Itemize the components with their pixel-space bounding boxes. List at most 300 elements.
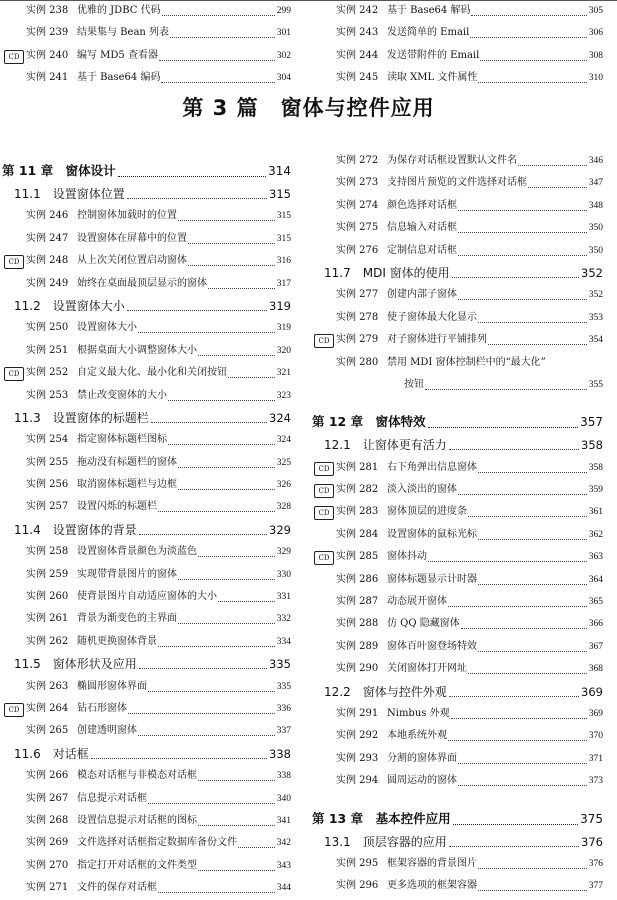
- page-number: 324: [276, 435, 291, 446]
- example-number: 实例 246: [26, 210, 69, 222]
- example-number: 实例 261: [26, 613, 69, 625]
- cd-disc-icon: CD: [314, 334, 334, 348]
- toc-top-left: [0, 0, 305, 90]
- page-number: 321: [276, 368, 291, 379]
- cd-disc-icon: CD: [4, 367, 24, 381]
- example-title: 窗体抖动: [387, 551, 427, 563]
- dot-leader: [478, 890, 587, 891]
- toc-entry: [0, 698, 305, 720]
- page-number: 328: [276, 502, 291, 513]
- toc-entry: [0, 765, 305, 787]
- dot-leader: [478, 651, 587, 652]
- page-number: 329: [269, 522, 291, 537]
- example-number: 实例 272: [336, 155, 379, 166]
- example-number: 实例 264: [26, 702, 69, 714]
- page-number: 302: [276, 50, 291, 61]
- dot-leader: [228, 377, 275, 378]
- dot-leader: [458, 494, 587, 495]
- dot-leader: [198, 355, 275, 356]
- toc-entry: [310, 569, 617, 591]
- dot-leader: [468, 516, 587, 517]
- example-number: 实例 281: [336, 461, 379, 473]
- page-number: 352: [581, 265, 603, 280]
- toc-entry: [310, 284, 617, 306]
- page-number: 299: [276, 6, 291, 16]
- dot-leader: [178, 467, 275, 468]
- toc-entry: [310, 457, 617, 479]
- toc-entry: [0, 429, 305, 451]
- page-number: 365: [588, 597, 603, 608]
- example-title: 文件选择对话框指定数据库备份文件: [77, 837, 237, 849]
- dot-leader: [161, 82, 274, 83]
- chapter-heading: [310, 410, 617, 434]
- example-title: 设置窗体大小: [77, 322, 137, 334]
- example-number: 实例 249: [26, 277, 69, 289]
- example-number: 实例 284: [336, 528, 379, 540]
- dot-leader: [208, 288, 275, 289]
- spacer: [310, 396, 617, 410]
- page-number: 316: [276, 256, 291, 267]
- dot-leader: [198, 825, 275, 826]
- page-number: 350: [588, 223, 603, 234]
- page-number: 375: [580, 811, 603, 826]
- toc-entry: [0, 228, 305, 250]
- example-number: 实例 242: [336, 5, 379, 16]
- toc-entry: [310, 307, 617, 329]
- toc-entry: [0, 541, 305, 563]
- dot-leader: [478, 868, 587, 869]
- chapter-heading: [310, 807, 617, 831]
- dot-leader: [148, 691, 275, 692]
- dot-leader: [480, 60, 586, 61]
- example-title: 禁止改变窗体的大小: [77, 389, 167, 401]
- toc-top-right: [310, 0, 617, 90]
- example-title: Nimbus 外观: [387, 707, 450, 719]
- section-heading: [0, 407, 305, 429]
- page-number: 314: [268, 164, 291, 178]
- example-title: 窗体顶层的进度条: [387, 506, 467, 518]
- page-number: 344: [276, 883, 291, 894]
- example-title: 创建透明窗体: [77, 725, 137, 737]
- example-title: 根据桌面大小调整窗体大小: [77, 344, 197, 356]
- example-number: 实例 262: [26, 635, 69, 647]
- example-title: 设置闪烁的标题栏: [77, 501, 157, 513]
- page-number: 346: [588, 156, 603, 166]
- example-title: 信息输入对话框: [387, 222, 457, 234]
- example-number: 实例 266: [26, 770, 69, 782]
- page-number: 371: [588, 753, 603, 764]
- toc-entry: [310, 479, 617, 501]
- example-number: 实例 287: [336, 596, 379, 608]
- example-title: 定制信息对话框: [387, 244, 457, 256]
- example-number: 实例 292: [336, 730, 379, 742]
- toc-entry: [310, 636, 617, 658]
- example-title: 取消窗体标题栏与边框: [77, 479, 177, 491]
- dot-leader: [468, 673, 587, 674]
- example-title: 更多选项的框架容器: [387, 880, 477, 892]
- example-number: 实例 294: [336, 775, 379, 787]
- example-title: 自定义最大化、最小化和关闭按钮: [77, 367, 227, 379]
- toc-entry: [0, 810, 305, 832]
- example-title: 拖动没有标题栏的窗体: [77, 456, 177, 468]
- page-number: 359: [588, 485, 603, 496]
- page-number: 315: [269, 187, 291, 201]
- section-title: 11.4 设置窗体的背景: [14, 522, 137, 537]
- page-number: 368: [588, 664, 603, 675]
- section-title: 11.7 MDI 窗体的使用: [324, 265, 450, 280]
- example-title: 随机更换窗体背景: [77, 635, 157, 647]
- example-number: 实例 270: [26, 859, 69, 871]
- dot-leader: [488, 344, 587, 345]
- dot-leader: [128, 713, 275, 714]
- dot-leader: [218, 601, 275, 602]
- chapter-title: 第 11 章 窗体设计: [2, 163, 116, 178]
- page-number: 369: [588, 708, 603, 719]
- example-number: 实例 250: [26, 322, 69, 334]
- page-number: 334: [276, 636, 291, 647]
- example-number: 实例 243: [336, 27, 379, 39]
- toc-entry: [0, 452, 305, 474]
- dot-leader: [428, 427, 578, 428]
- section-heading: [310, 831, 617, 853]
- dot-leader: [478, 539, 587, 540]
- example-number: 实例 273: [336, 177, 379, 189]
- toc-entry: [0, 586, 305, 608]
- dot-leader: [178, 489, 275, 490]
- example-title: 窗体百叶窗登场特效: [387, 640, 477, 652]
- example-number: 实例 279: [336, 334, 379, 346]
- cd-disc-icon: CD: [4, 255, 24, 269]
- example-number: 实例 282: [336, 484, 379, 496]
- example-title: 指定窗体标题栏图标: [77, 434, 167, 446]
- page-number: 341: [276, 815, 291, 826]
- example-title: 为保存对话框设置默认文件名: [387, 155, 517, 166]
- page-number: 332: [276, 614, 291, 625]
- section-heading: [310, 262, 617, 284]
- dot-leader: [159, 60, 275, 61]
- example-number: 实例 245: [336, 72, 379, 84]
- dot-leader: [458, 255, 587, 256]
- dot-leader: [458, 232, 587, 233]
- page-number: 370: [588, 731, 603, 742]
- example-title: 使背景图片自动适应窗体的大小: [77, 591, 217, 603]
- page-number: 347: [588, 178, 603, 189]
- toc-entry: [0, 676, 305, 698]
- page-number: 362: [588, 529, 603, 540]
- dot-leader: [91, 758, 267, 759]
- page-number: 323: [276, 390, 291, 401]
- page-number: 354: [588, 335, 603, 346]
- dot-leader: [162, 15, 275, 16]
- example-title: 仿 QQ 隐藏窗体: [387, 618, 460, 630]
- toc-entry: [310, 703, 617, 725]
- dot-leader: [158, 646, 275, 647]
- toc-entry: [310, 329, 617, 351]
- toc-entry: [0, 496, 305, 518]
- page-number: 373: [588, 776, 603, 787]
- section-heading: [310, 434, 617, 456]
- example-number: 实例 241: [26, 72, 69, 84]
- section-heading: [0, 183, 305, 205]
- dot-leader: [448, 740, 587, 741]
- example-number: 实例 275: [336, 222, 379, 234]
- toc-entry: [310, 240, 617, 262]
- toc-entry: [0, 67, 305, 89]
- toc-entry: [0, 855, 305, 877]
- toc-entry: [310, 195, 617, 217]
- toc-entry: [310, 172, 617, 194]
- section-title: 11.2 设置窗体大小: [14, 298, 125, 313]
- example-number: 实例 252: [26, 367, 69, 379]
- dot-leader: [478, 82, 586, 83]
- example-number: 实例 280: [336, 356, 379, 368]
- toc-entry: [0, 474, 305, 496]
- toc-entry: [310, 374, 617, 396]
- toc-entry: [0, 340, 305, 362]
- page-number: 343: [276, 860, 291, 871]
- dot-leader: [188, 243, 275, 244]
- toc-entry: [310, 45, 617, 67]
- example-title: 读取 XML 文件属性: [387, 72, 478, 84]
- example-number: 实例 291: [336, 707, 379, 719]
- dot-leader: [198, 870, 275, 871]
- toc-entry: [310, 150, 617, 172]
- example-title: 结果集与 Bean 列表: [77, 27, 170, 39]
- page-number: 366: [588, 619, 603, 630]
- toc-entry: [0, 564, 305, 586]
- example-title: 编写 MD5 查看器: [77, 49, 158, 61]
- page-number: 326: [276, 480, 291, 491]
- dot-leader: [471, 15, 586, 16]
- toc-entry: [0, 877, 305, 899]
- example-title: 淡入淡出的窗体: [387, 484, 457, 496]
- section-heading: [0, 743, 305, 765]
- example-number: 实例 276: [336, 244, 379, 256]
- example-number: 实例 278: [336, 311, 379, 323]
- page-number: 363: [588, 552, 603, 563]
- cd-disc-icon: CD: [4, 50, 24, 64]
- dot-leader: [458, 210, 587, 211]
- example-title: 始终在桌面最顶层显示的窗体: [77, 277, 207, 289]
- toc-entry: [310, 725, 617, 747]
- dot-leader: [151, 422, 267, 423]
- example-title: 钻石形窗体: [77, 702, 127, 714]
- example-number: 实例 259: [26, 568, 69, 580]
- example-number: 实例 265: [26, 725, 69, 737]
- page-number: 335: [276, 681, 291, 692]
- chapter-heading: [0, 159, 305, 183]
- dot-leader: [478, 322, 587, 323]
- page-number: 355: [588, 379, 603, 390]
- example-title: 禁用 MDI 窗体控制栏中的“最大化”: [387, 356, 546, 368]
- toc-entry: [0, 385, 305, 407]
- example-number: 实例 260: [26, 591, 69, 603]
- example-title: 模态对话框与非模态对话框: [77, 770, 197, 782]
- page-number: 361: [588, 507, 603, 518]
- example-number: 实例 255: [26, 456, 69, 468]
- dot-leader: [198, 556, 275, 557]
- toc-entry: [310, 22, 617, 44]
- page-number: 310: [588, 73, 603, 84]
- toc-entry: [0, 362, 305, 384]
- example-title: 窗体标题显示计时器: [387, 573, 477, 585]
- page-number: 306: [588, 28, 603, 39]
- page-number: 352: [588, 290, 603, 301]
- toc-entry: [0, 250, 305, 272]
- example-title: 分割的窗体界面: [387, 752, 457, 764]
- page-number: 335: [269, 657, 291, 672]
- example-number: 实例 288: [336, 618, 379, 630]
- cd-disc-icon: CD: [314, 551, 334, 565]
- page-number: 376: [588, 858, 603, 869]
- toc-right-column: [310, 150, 617, 898]
- dot-leader: [470, 37, 586, 38]
- example-title: 从上次关闭位置启动窗体: [77, 255, 187, 267]
- toc-entry: [0, 631, 305, 653]
- example-title: 框架容器的背景图片: [387, 857, 477, 869]
- page-number: 324: [269, 410, 291, 425]
- example-number: 实例 240: [26, 49, 69, 61]
- dot-leader: [451, 718, 587, 719]
- section-title: 12.1 让窗体更有活力: [324, 438, 447, 453]
- example-title: 基于 Base64 编码: [77, 72, 161, 84]
- page-number: 319: [276, 323, 291, 334]
- cd-disc-icon: CD: [314, 462, 334, 476]
- chapter-title: 第 12 章 窗体特效: [312, 414, 426, 430]
- page-number: 315: [276, 211, 291, 222]
- page-number: 340: [276, 793, 291, 804]
- example-number: 实例 286: [336, 573, 379, 585]
- page-number: 342: [276, 838, 291, 849]
- example-number: 实例 257: [26, 501, 69, 513]
- example-number: 实例 244: [336, 49, 379, 61]
- toc-entry: [310, 217, 617, 239]
- section-heading: [0, 295, 305, 317]
- example-title: 控制窗体加载时的位置: [77, 210, 177, 222]
- dot-leader: [528, 187, 587, 188]
- section-title: 11.6 对话框: [14, 746, 89, 761]
- example-number: 实例 289: [336, 640, 379, 652]
- dot-leader: [449, 846, 579, 847]
- example-title: 创建内部子窗体: [387, 289, 457, 301]
- example-title: 设置信息提示对话框的图标: [77, 814, 197, 826]
- example-title: 设置窗体的鼠标光标: [387, 528, 477, 540]
- toc-entry: [0, 788, 305, 810]
- section-title: 12.2 窗体与控件外观: [324, 684, 447, 699]
- dot-leader: [168, 444, 275, 445]
- toc-entry: [310, 0, 617, 22]
- example-number: 实例 239: [26, 27, 69, 39]
- toc-entry: [310, 853, 617, 875]
- page-number: 301: [276, 28, 291, 39]
- page-number: 305: [588, 6, 603, 16]
- dot-leader: [188, 265, 275, 266]
- example-title: 支持图片预览的文件选择对话框: [387, 177, 527, 189]
- example-title: 基于 Base64 解码: [387, 5, 471, 16]
- section-heading: [310, 681, 617, 703]
- page-number: 358: [581, 438, 603, 453]
- section-heading: [0, 653, 305, 675]
- chapter-title: 第 13 章 基本控件应用: [312, 810, 451, 826]
- dot-leader: [452, 277, 579, 278]
- part-title: 第 3 篇 窗体与控件应用: [182, 96, 435, 120]
- spacer: [310, 793, 617, 807]
- example-number: 实例 296: [336, 880, 379, 892]
- page-number: 376: [581, 834, 603, 849]
- toc-entry: [310, 67, 617, 89]
- toc-entry: [0, 22, 305, 44]
- example-title: 关闭窗体打开网址: [387, 663, 467, 675]
- example-number: 实例 256: [26, 479, 69, 491]
- page-number: 338: [269, 746, 291, 761]
- example-title: 优雅的 JDBC 代码: [77, 5, 161, 16]
- toc-entry: [0, 608, 305, 630]
- example-number: 实例 290: [336, 663, 379, 675]
- example-title: 椭圆形窗体界面: [77, 680, 147, 692]
- example-title: 背景为渐变色的主界面: [77, 613, 177, 625]
- page-number: 377: [588, 881, 603, 892]
- toc-entry: [310, 748, 617, 770]
- toc-entry: [0, 317, 305, 339]
- page-number: 364: [588, 574, 603, 585]
- example-number: 实例 277: [336, 289, 379, 301]
- cd-disc-icon: CD: [314, 484, 334, 498]
- dot-leader: [428, 561, 587, 562]
- dot-leader: [478, 584, 587, 585]
- dot-leader: [178, 623, 275, 624]
- page-number: 325: [276, 457, 291, 468]
- example-number: 实例 285: [336, 551, 379, 563]
- page-number: 330: [276, 569, 291, 580]
- toc-entry: [310, 770, 617, 792]
- example-title: 使子窗体最大化显示: [387, 311, 477, 323]
- example-title: 按钮: [404, 378, 424, 390]
- page-number: 357: [580, 415, 603, 430]
- example-number: 实例 247: [26, 232, 69, 244]
- example-number: 实例 295: [336, 857, 379, 869]
- page-number: 337: [276, 726, 291, 737]
- page-number: 329: [276, 547, 291, 558]
- dot-leader: [139, 534, 267, 535]
- page-number: 319: [269, 298, 291, 313]
- dot-leader: [449, 696, 579, 697]
- example-title: 右下角弹出信息窗体: [387, 461, 477, 473]
- toc-entry: [0, 45, 305, 67]
- example-number: 实例 258: [26, 546, 69, 558]
- section-title: 11.3 设置窗体的标题栏: [14, 410, 149, 425]
- dot-leader: [138, 735, 275, 736]
- example-number: 实例 267: [26, 792, 69, 804]
- page-number: 348: [588, 200, 603, 211]
- example-title: 信息提示对话框: [77, 792, 147, 804]
- example-number: 实例 263: [26, 680, 69, 692]
- toc-left-column: [0, 159, 305, 900]
- page-number: 350: [588, 245, 603, 256]
- dot-leader: [178, 220, 275, 221]
- page-number: 358: [588, 462, 603, 473]
- dot-leader: [148, 803, 275, 804]
- dot-leader: [170, 37, 275, 38]
- dot-leader: [238, 847, 275, 848]
- example-title: 动态展开窗体: [387, 596, 447, 608]
- example-number: 实例 238: [26, 5, 69, 16]
- dot-leader: [458, 299, 587, 300]
- toc-entry: [310, 613, 617, 635]
- toc-entry: [0, 720, 305, 742]
- page-number: 331: [276, 592, 291, 603]
- cd-disc-icon: CD: [4, 703, 24, 717]
- section-title: 11.5 窗体形状及应用: [14, 657, 137, 672]
